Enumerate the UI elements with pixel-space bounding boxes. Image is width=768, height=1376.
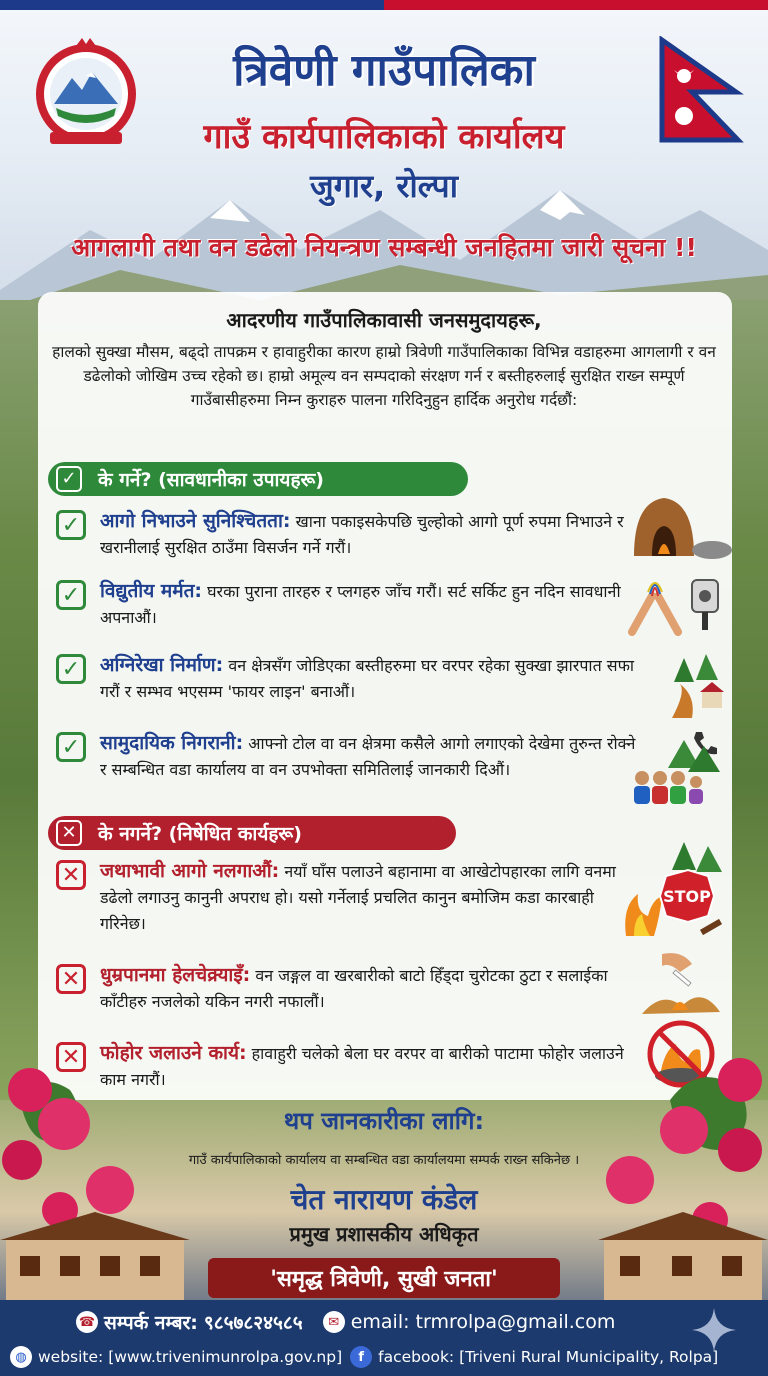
dont-item [56,962,636,1015]
dont-item [56,858,636,937]
dont-item-text: वन जङ्गल वा खरबारीको बाटो हिँड्दा चुरोटका ठुटा र सलाईका काँटीहरु नजलेको यकिन नगरी नफालौं। [100,966,608,1011]
dont-section-header [48,816,456,850]
phone-number[interactable]: ९८५७८२४५८५ [203,1312,303,1334]
stop-sign-label: STOP [663,887,711,906]
footer-web-line [10,1342,718,1372]
phone-label: सम्पर्क नम्बर: [104,1312,198,1334]
website-link[interactable]: website: [www.trivenimunrolpa.gov.np] [38,1348,343,1366]
facebook-link[interactable]: facebook: [Triveni Rural Municipality, Rolpa] [378,1348,719,1366]
wires-icon [622,576,688,636]
do-item [56,578,636,631]
cross-icon: ✕ [56,860,86,890]
dont-item-text: हावाहुरी चलेको बेला घर वरपर वा बारीको पाटामा फोहोर जलाउने काम नगरौं। [100,1044,624,1089]
sparkle-icon [690,1306,738,1354]
do-item-heading: विद्युतीय मर्मत: [100,580,202,602]
officer-name: चेत नारायण कंडेल [290,1183,478,1216]
more-info-text: गाउँ कार्यपालिकाको कार्यालय वा सम्बन्धित वडा कार्यालयमा सम्पर्क राख्न सकिनेछ । [188,1153,580,1168]
municipality-title: त्रिवेणी गाउँपालिका [233,45,535,96]
phone-icon: ☎ [76,1311,98,1333]
do-item-heading: आगो निभाउने सुनिश्चितता: [100,510,291,532]
stop-sign-icon [612,836,726,940]
footer-contact-line [76,1306,615,1338]
top-stripe [0,0,768,10]
notice-title: आगलागी तथा वन डढेलो नियन्त्रण सम्बन्धी जनहितमा जारी सूचना !! [71,233,697,262]
do-item-text: घरका पुराना तारहरु र प्लगहरु जाँच गरौं। सर्ट सर्किट हुन नदिन सावधानी अपनाऔं। [100,582,621,627]
dont-section-label: के नगर्ने? (निषेधित कार्यहरू) [98,823,302,845]
officer-title: प्रमुख प्रशासकीय अधिकृत [289,1222,479,1246]
check-icon: ✓ [56,466,82,492]
salutation: आदरणीय गाउँपालिकावासी जनसमुदायहरू, [226,308,542,332]
email-link[interactable]: email: trmrolpa@gmail.com [350,1311,616,1333]
facebook-icon: f [350,1346,372,1368]
do-item-heading: अग्निरेखा निर्माण: [100,654,224,676]
intro-paragraph: हालको सुक्खा मौसम, बढ्दो तापक्रम र हावाहुरीका कारण हाम्रो त्रिवेणी गाउँपालिकाका विभिन्न वडाहरुमा आगलागी र वन डढेलोको जोखिम उच्च रहेको छ। हाम्रो अमूल्य वन सम्पदाको संरक्षण गर्न र बस्तीहरुलाई सुरक्षित राख्न सम्पूर्ण गाउँबासीहरुमा निम्न कुराहरु पालना गरिदिनुहुन हार्दिक अनुरोध गर्दछौं: [52,343,716,409]
do-item-text: खाना पकाइसकेपछि चुल्होको आगो पूर्ण रुपमा निभाउने र खरानीलाई सुरक्षित ठाउँमा विसर्जन गर्ने गरौं। [100,512,624,557]
do-section-header [48,462,468,496]
dont-item-heading: फोहोर जलाउने कार्य: [100,1042,247,1064]
cross-icon: ✕ [56,1042,86,1072]
do-item [56,508,636,561]
do-item [56,652,636,705]
location-title: जुगार, रोल्पा [309,167,458,205]
dont-item-heading: धुम्रपानमा हेलचेक्र्याइँ: [100,964,251,986]
cigarette-icon [632,950,726,1020]
check-icon: ✓ [56,580,86,610]
fireline-icon [666,652,728,720]
office-title: गाउँ कार्यपालिकाको कार्यालय [203,117,565,157]
people-icon [628,738,722,806]
globe-icon: ◍ [10,1346,32,1368]
dont-item-heading: जथाभावी आगो नलगाऔं: [100,860,280,882]
cross-icon: ✕ [56,820,82,846]
email-icon: ✉ [323,1311,345,1333]
check-icon: ✓ [56,510,86,540]
slogan-banner: 'समृद्ध त्रिवेणी, सुखी जनता' [208,1258,560,1298]
do-item-text: आफ्नो टोल वा वन क्षेत्रमा कसैले आगो लगाएको देखेमा तुरुन्त रोक्ने र सम्बन्धित वडा कार्यालय वा वन उपभोक्ता समितिलाई जानकारी दिऔं। [100,734,636,779]
do-item-text: वन क्षेत्रसँग जोडिएका बस्तीहरुमा घर वरपर रहेका सुक्खा झारपात सफा गरौं र सम्भव भएसम्म 'फायर लाइन' बनाऔं। [100,656,635,701]
check-icon: ✓ [56,732,86,762]
do-item-heading: सामुदायिक निगरानी: [100,732,244,754]
do-section-label: के गर्ने? (सावधानीका उपायहरू) [98,469,324,491]
more-info-title: थप जानकारीका लागि: [283,1107,485,1135]
cross-icon: ✕ [56,964,86,994]
plug-icon [690,578,720,632]
do-item [56,730,636,783]
check-icon: ✓ [56,654,86,684]
stove-icon [628,488,732,562]
dont-item-text: नयाँ घाँस पलाउने बहानामा वा आखेटोपहारका लागि वनमा डढेलो लगाउनु कानुनी अपराध हो। यसो गर्नेलाई प्रचलित कानुन बमोजिम कडा कारबाही गरिनेछ। [100,862,616,933]
